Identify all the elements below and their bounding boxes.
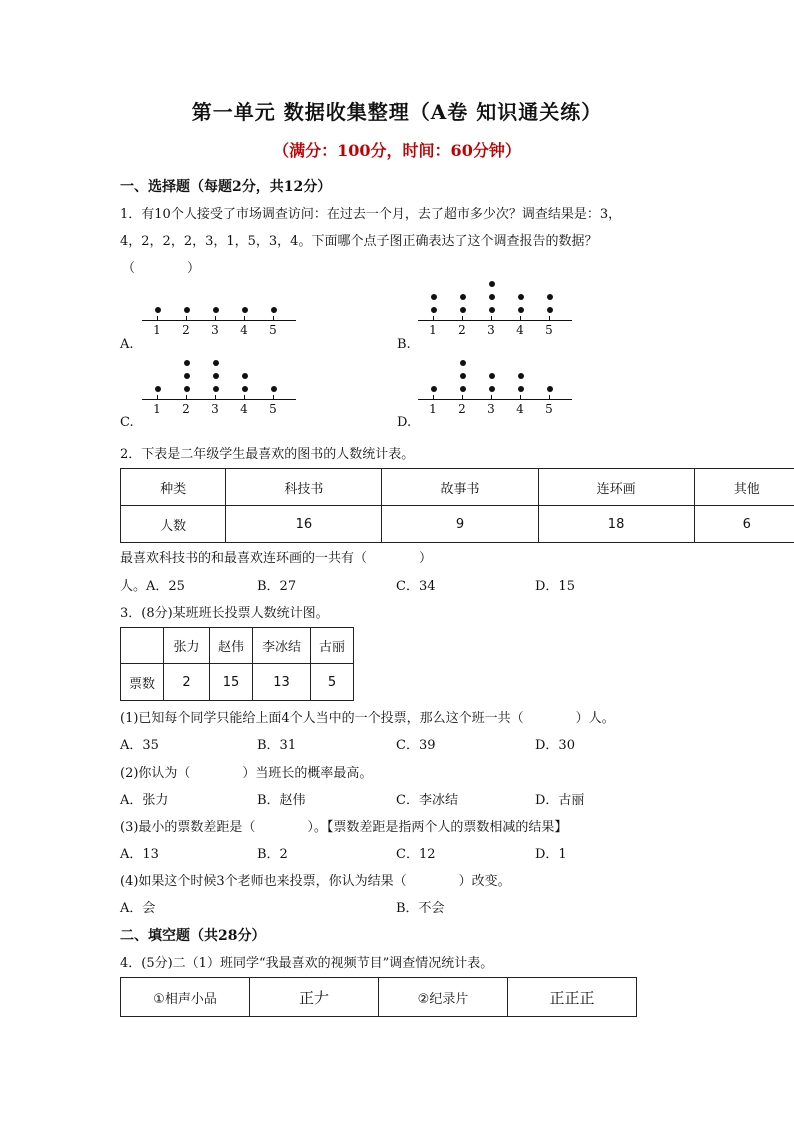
dot-plot-dot [489,307,495,313]
dot-plot-tick [244,316,245,321]
q2-option-prefix: 人。 [120,579,147,594]
dot-plot-dot [489,294,495,300]
dot-plot-dot [460,373,466,379]
dot-plot-tick-label: 4 [516,402,524,416]
q3-part3-option-d[interactable]: D．1 [535,847,567,862]
dot-plot-dot [213,373,219,379]
q3-part3-option-b[interactable]: B．2 [257,847,288,862]
q3-part4: (4)如果这个时候3个老师也来投票，你认为结果（ ）改变。 [120,874,511,889]
dot-plot-tick-label: 3 [211,323,219,337]
dot-plot-dot [460,360,466,366]
dot-plot-dot [242,386,248,392]
q3-part4-option-a[interactable]: A．会 [120,901,156,916]
dot-plot-tick [433,395,434,400]
dot-plot-dot [213,386,219,392]
dot-plot-dot [518,307,524,313]
dot-plot-dot [431,386,437,392]
dot-plot-dot [184,373,190,379]
q2-value-cell: 18 [538,506,694,543]
dot-plot-dot [271,386,277,392]
dot-plot-dot [431,307,437,313]
q3-part2-option-d[interactable]: D．古丽 [535,793,585,808]
q3-header-cell [121,628,164,664]
dot-plot-dot [155,386,161,392]
dot-plot-dot [242,373,248,379]
q2-table [120,468,794,543]
q1-option-b-label: B. [397,337,411,352]
q2-option-b[interactable]: B．27 [257,579,297,594]
dot-plot-tick-label: 2 [182,402,190,416]
q2-option-d[interactable]: D．15 [535,579,575,594]
q2-option-c[interactable]: C．34 [396,579,436,594]
dot-plot-dot [431,294,437,300]
q3-header-cell: 赵伟 [210,628,253,664]
q3-value-cell: 5 [311,664,354,701]
q4-tally-cell: 正正正 [508,978,637,1017]
q3-part1-option-b[interactable]: B．31 [257,738,297,753]
q3-part1-option-c[interactable]: C．39 [396,738,436,753]
q2-header-cell: 连环画 [538,469,694,506]
q3-part3-option-a[interactable]: A．13 [120,847,159,862]
q3-part3: (3)最小的票数差距是（ ）。【票数差距是指两个人的票数相减的结果】 [120,820,568,835]
dot-plot-dot [460,307,466,313]
dot-plot-tick [186,316,187,321]
q3-value-cell: 13 [253,664,311,701]
dot-plot-dot [213,307,219,313]
dot-plot-dot [213,360,219,366]
dot-plot-dot [489,281,495,287]
dot-plot-tick-label: 3 [211,402,219,416]
q3-part2-option-c[interactable]: C．李冰结 [396,793,458,808]
dot-plot-tick [462,316,463,321]
dot-plot-tick [491,316,492,321]
section-2-heading: 二、填空题（共28分） [120,928,266,944]
q2-value-cell: 16 [226,506,382,543]
q3-header-cell: 张力 [164,628,210,664]
dot-plot-tick-label: 1 [153,402,161,416]
q1-answer-blank[interactable]: （ ） [122,261,201,276]
dot-plot-tick-label: 3 [487,402,495,416]
q2-value-cell: 6 [694,506,794,543]
q2-header-cell: 其他 [694,469,794,506]
dot-plot-tick [520,395,521,400]
dot-plot-tick [273,316,274,321]
dot-plot-dot [547,307,553,313]
dot-plot-dot [518,373,524,379]
q4-tally-cell: 正𠂇 [250,978,379,1017]
q3-value-cell: 2 [164,664,210,701]
q4-stem: 4．(5分)二（1）班同学“我最喜欢的视频节目”调查情况统计表。 [120,956,494,971]
dot-plot-tick [549,316,550,321]
dot-plot-tick-label: 5 [269,402,277,416]
dot-plot-dot [489,373,495,379]
q3-part4-option-b[interactable]: B．不会 [396,901,445,916]
q2-option-a[interactable]: A．25 [146,579,185,594]
dot-plot-dot [460,386,466,392]
dot-plot-tick-label: 2 [458,323,466,337]
dot-plot-dot [460,294,466,300]
dot-plot-tick-label: 4 [240,402,248,416]
q2-value-cell: 人数 [121,506,226,543]
q4-item-cell: ②纪录片 [379,978,508,1017]
dot-plot-tick-label: 1 [429,323,437,337]
q3-part3-option-c[interactable]: C．12 [396,847,436,862]
dot-plot-dot [242,307,248,313]
q2-header-cell: 科技书 [226,469,382,506]
dot-plot-tick [273,395,274,400]
dot-plot-tick [433,316,434,321]
dot-plot-tick [157,316,158,321]
q3-part1-option-d[interactable]: D．30 [535,738,575,753]
dot-plot-dot [518,294,524,300]
page-title: 第一单元 数据收集整理（A卷 知识通关练） [191,100,603,124]
q1-option-c-label: C. [120,415,134,430]
dot-plot-dot [489,386,495,392]
q3-part2-option-b[interactable]: B．赵伟 [257,793,306,808]
dot-plot-tick [186,395,187,400]
dot-plot-tick-label: 4 [240,323,248,337]
dot-plot-tick [491,395,492,400]
q1-option-a-label: A. [120,337,134,352]
q3-table [120,627,354,701]
dot-plot-tick [549,395,550,400]
dot-plot-dot [155,307,161,313]
q1-option-d-label: D. [397,415,412,430]
q3-value-cell: 票数 [121,664,164,701]
dot-plot-tick-label: 3 [487,323,495,337]
q2-header-cell: 种类 [121,469,226,506]
dot-plot-dot [184,360,190,366]
dot-plot-dot [184,307,190,313]
dot-plot-dot [547,294,553,300]
dot-plot-dot [184,386,190,392]
dot-plot-tick-label: 4 [516,323,524,337]
q3-header-cell: 李冰结 [253,628,311,664]
q2-header-cell: 故事书 [382,469,538,506]
q4-tally-table [120,977,637,1017]
dot-plot-dot [547,386,553,392]
dot-plot-tick-label: 2 [182,323,190,337]
q3-part1-option-a[interactable]: A．35 [120,738,159,753]
q3-header-cell: 古丽 [311,628,354,664]
q3-stem: 3．(8分)某班班长投票人数统计图。 [120,606,329,621]
dot-plot-tick-label: 2 [458,402,466,416]
dot-plot-tick-label: 5 [545,402,553,416]
dot-plot-tick [157,395,158,400]
q2-value-cell: 9 [382,506,538,543]
q3-part2-option-a[interactable]: A．张力 [120,793,169,808]
dot-plot-tick [215,395,216,400]
dot-plot-tick [244,395,245,400]
q3-value-cell: 15 [210,664,253,701]
q1-line2: 4，2，2，2，3，1，5，3，4。下面哪个点子图正确表达了这个调查报告的数据？ [120,234,598,249]
q3-part1: (1)已知每个同学只能给上面4个人当中的一个投票，那么这个班一共（ ）人。 [120,711,615,726]
q2-stem: 2．下表是二年级学生最喜欢的图书的人数统计表。 [120,447,415,462]
dot-plot-tick [215,316,216,321]
q4-item-cell: ①相声小品 [121,978,250,1017]
dot-plot-dot [518,386,524,392]
dot-plot-tick-label: 1 [429,402,437,416]
dot-plot-tick [462,395,463,400]
dot-plot-tick [520,316,521,321]
page-subtitle: （满分：100分，时间：60分钟） [273,141,521,160]
q3-part2: (2)你认为（ ）当班长的概率最高。 [120,766,373,781]
dot-plot-tick-label: 5 [545,323,553,337]
q2-question: 最喜欢科技书的和最喜欢连环画的一共有（ ） [120,551,433,566]
dot-plot-tick-label: 5 [269,323,277,337]
dot-plot-tick-label: 1 [153,323,161,337]
dot-plot-dot [271,307,277,313]
section-1-heading: 一、选择题（每题2分，共12分） [120,179,332,195]
q1-line1: 1．有10个人接受了市场调查访问：在过去一个月，去了超市多少次？调查结果是：3， [120,207,622,222]
